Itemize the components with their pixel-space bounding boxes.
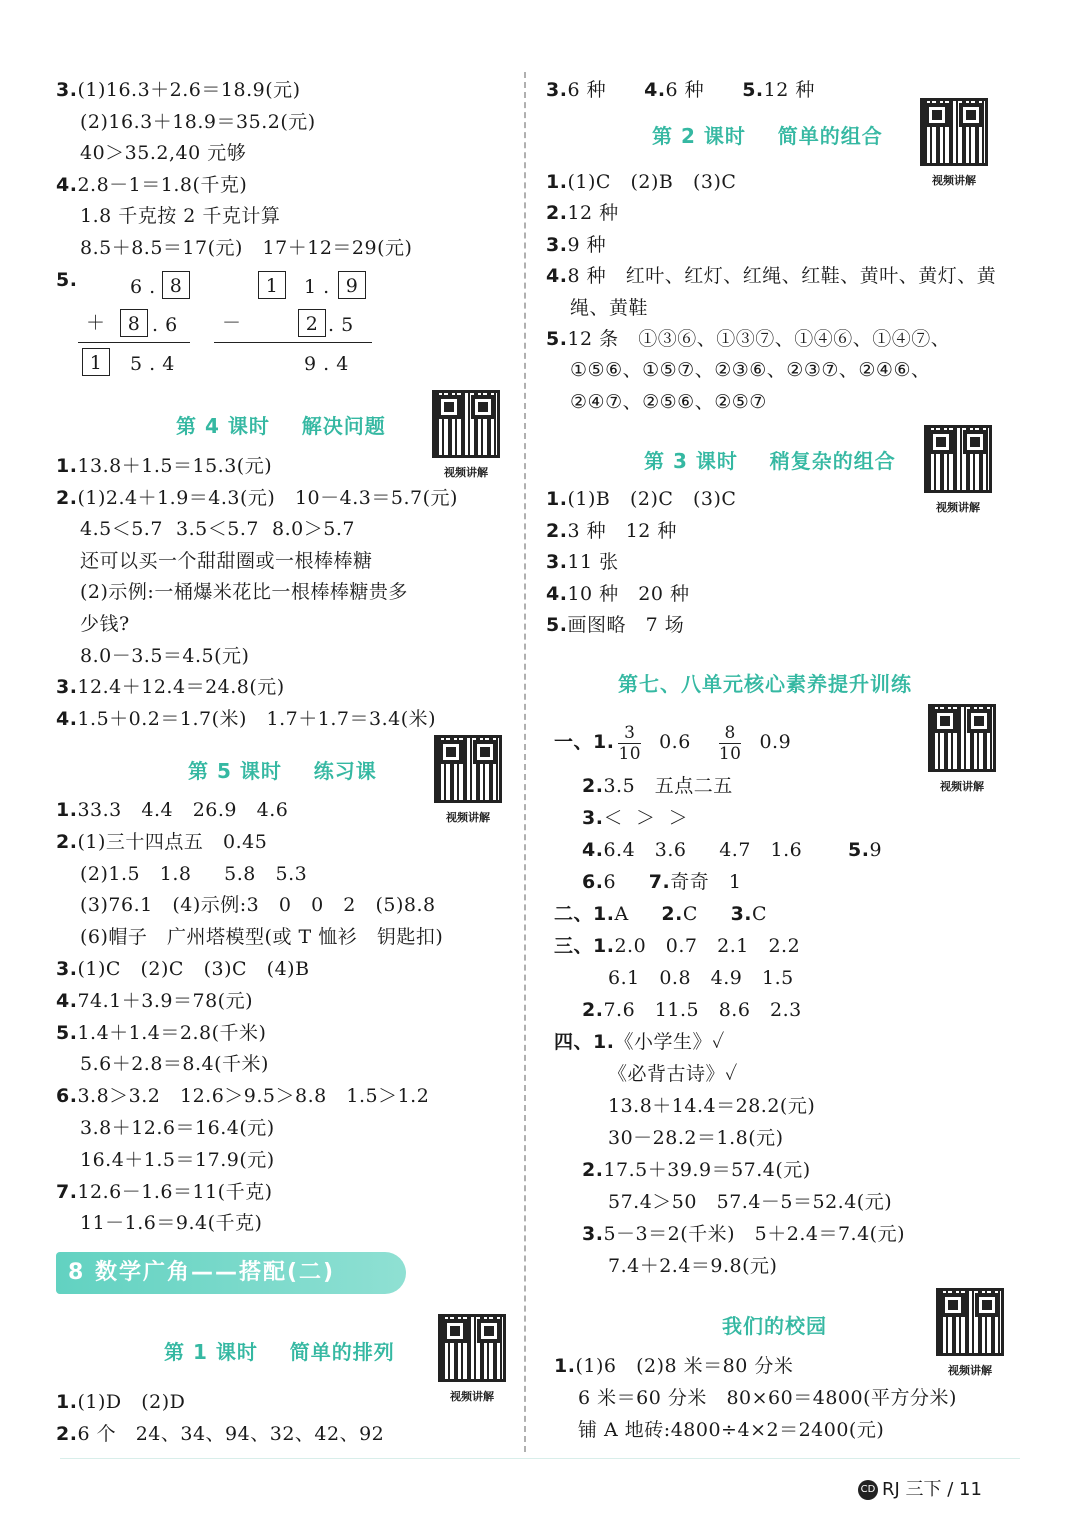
answer-line: [582, 1156, 811, 1184]
answer-line: [56, 796, 288, 824]
answer-line: [546, 262, 996, 290]
question-number: 1.: [554, 1355, 576, 1377]
answer-text: (2)1.5 1.8 5.8 5.3: [80, 862, 308, 885]
page-footer: [858, 1475, 982, 1501]
digit-text: 5 . 4: [130, 353, 175, 375]
answer-text: 0.6: [659, 731, 691, 753]
answer-line: [582, 996, 802, 1024]
question-number: 2.: [661, 903, 683, 925]
answer-text: 13.8＋1.5＝15.3(元): [77, 455, 273, 477]
section-heading-lesson-3: 第 3 课时 稍复杂的组合: [644, 449, 896, 473]
answer-line: [56, 1388, 185, 1416]
footer-rule: [60, 1458, 1020, 1459]
unit-8-banner: 8 数学广角——搭配(二): [56, 1252, 406, 1294]
digit-text: 9 . 4: [304, 353, 349, 375]
answer-text: 40＞35.2,40 元够: [80, 142, 247, 164]
answer-line: [582, 772, 733, 800]
question-number: 3.: [546, 79, 568, 101]
answer-line: [80, 891, 436, 919]
question-number: 7.: [56, 1180, 78, 1203]
answer-text: (6)帽子 广州塔模型(或 T 恤衫 钥匙扣): [80, 926, 444, 949]
answer-line: [546, 580, 690, 608]
qr-video-label: 视频讲解: [936, 501, 980, 514]
answer-text: C: [752, 903, 768, 925]
answer-box: [162, 271, 190, 300]
answer-line: [546, 325, 950, 353]
answer-line: [56, 76, 301, 104]
answer-text: 16.4＋1.5＝17.9(元): [80, 1148, 275, 1171]
answer-text: (1)16.3＋2.6＝18.9(元): [77, 79, 301, 101]
question-number: 2.: [56, 486, 78, 509]
question-number: 5.: [56, 1021, 78, 1044]
answer-line: [80, 1114, 275, 1142]
answer-line: [546, 168, 736, 196]
numerator: 3: [618, 723, 641, 744]
answer-line: [578, 1416, 884, 1444]
answer-line: [80, 234, 412, 262]
sum-line: [78, 342, 190, 343]
answer-line: [608, 1124, 784, 1152]
question-number: 2.: [56, 830, 78, 853]
answer-text: 10 种 20 种: [567, 582, 690, 605]
question-number: 2.: [582, 999, 604, 1021]
answer-line: [546, 231, 606, 259]
question-number: 2.: [546, 202, 568, 225]
answer-line: [546, 517, 677, 545]
answer-text: (3)76.1 (4)示例:3 0 0 2 (5)8.8: [80, 894, 436, 917]
qr-code-icon[interactable]: [936, 1288, 1004, 1356]
answer-line: [80, 108, 316, 136]
numerator: 8: [719, 723, 742, 744]
answer-text: 7.6 11.5 8.6 2.3: [603, 999, 802, 1021]
answer-text: 6.1 0.8 4.9 1.5: [608, 967, 794, 989]
question-number: 2.: [546, 519, 568, 542]
qr-video-label: 视频讲解: [948, 1364, 992, 1377]
answer-line: [554, 900, 767, 928]
answer-line: [546, 485, 736, 513]
answer-box: [82, 348, 110, 377]
answer-text: (1)6 (2)8 米＝80 分米: [575, 1355, 794, 1377]
box-digit: 8: [162, 271, 190, 299]
answer-text: 绳、黄鞋: [570, 296, 649, 319]
answer-text: 5.6＋2.8＝8.4(千米): [80, 1053, 269, 1076]
qr-video-label: 视频讲解: [932, 174, 976, 187]
answer-line: [80, 610, 130, 638]
question-number: 6.: [56, 1085, 78, 1108]
question-number: 1.: [56, 455, 78, 477]
answer-text: 3.8＞3.2 12.6＞9.5＞8.8 1.5＞1.2: [77, 1085, 430, 1108]
qr-code-icon[interactable]: [928, 704, 996, 772]
question-number: 4.: [582, 839, 604, 861]
answer-box: [258, 271, 286, 300]
answer-text: ＜ ＞ ＞: [603, 807, 689, 829]
question-number: 5.: [742, 79, 764, 101]
answer-line: [56, 828, 267, 856]
answer-line: [546, 611, 684, 639]
question-number: 2.: [56, 1423, 78, 1445]
answer-text: 2.8－1＝1.8(千克): [77, 173, 248, 196]
digit-text: －: [222, 312, 242, 334]
answer-text: 12 条 ①③⑥、①③⑦、①④⑥、①④⑦、: [567, 328, 951, 350]
digit-text: 1 .: [304, 276, 330, 298]
answer-text: (1)C (2)B (3)C: [567, 171, 737, 193]
answer-text: 6 米＝60 分米 80×60＝4800(平方分米): [578, 1387, 957, 1409]
answer-line: [56, 1178, 272, 1206]
question-number: 2.: [582, 1159, 604, 1181]
question-number: 3.: [546, 551, 568, 574]
answer-text: 6: [603, 871, 649, 893]
answer-text: 9 种: [567, 233, 607, 256]
box-digit: 1: [258, 271, 286, 299]
answer-text: 3.8＋12.6＝16.4(元): [80, 1117, 275, 1139]
answer-text: (1)D (2)D: [77, 1391, 186, 1413]
question-number: 3.: [56, 79, 78, 101]
answer-text: 57.4＞50 57.4－5＝52.4(元): [608, 1191, 893, 1213]
question-number: 3.: [582, 807, 604, 829]
question-number: 三、1.: [554, 935, 615, 957]
answer-text: A: [614, 903, 662, 925]
digit-text: . 5: [328, 314, 354, 336]
section-heading-lesson-1: 第 1 课时 简单的排列: [164, 1340, 395, 1364]
section-heading-lesson-4: 第 4 课时 解决问题: [176, 414, 386, 438]
answer-text: C: [682, 903, 731, 925]
fraction: [719, 723, 742, 764]
question-number: 4.: [56, 173, 78, 196]
section-heading-lesson-5: 第 5 课时 练习课: [188, 759, 377, 783]
box-digit: 1: [82, 348, 110, 376]
box-digit: 8: [120, 309, 148, 337]
answer-text: 33.3 4.4 26.9 4.6: [77, 799, 289, 821]
answer-text: 6 种: [665, 79, 705, 101]
answer-line: [80, 547, 373, 575]
qr-code-icon[interactable]: [432, 390, 500, 458]
question-number: 4.: [644, 79, 666, 101]
answer-text: 11－1.6＝9.4(千克): [80, 1212, 263, 1235]
page-number: RJ 三下 / 11: [882, 1479, 982, 1500]
qr-code-icon[interactable]: [920, 98, 988, 166]
answer-line: [554, 1352, 793, 1380]
denominator: 10: [718, 743, 742, 764]
sum-line: [214, 342, 372, 343]
question-number: 二、1.: [554, 903, 615, 925]
answer-text: 12 种: [763, 79, 815, 101]
answer-line: [570, 356, 931, 384]
answer-line: [582, 804, 688, 832]
question-number: 4.: [546, 582, 568, 605]
answer-text: 画图略 7 场: [567, 614, 685, 637]
answer-line: [554, 720, 791, 764]
answer-text: 1.4＋1.4＝2.8(千米): [77, 1021, 267, 1044]
answer-text: 6 个 24、34、94、32、42、92: [77, 1423, 385, 1445]
answer-line: [546, 199, 619, 227]
answer-line: [56, 987, 253, 1015]
answer-line: [56, 955, 310, 983]
answer-text: 2.0 0.7 2.1 2.2: [614, 935, 801, 957]
answer-text: 还可以买一个甜甜圈或一根棒棒糖: [80, 549, 373, 572]
answer-line: [56, 705, 436, 733]
answer-line: [56, 673, 285, 701]
question-number: 四、1.: [554, 1031, 615, 1053]
answer-text: 少钱?: [80, 613, 130, 635]
answer-text: 8 种 红叶、红灯、红绳、红鞋、黄叶、黄灯、黄: [567, 265, 997, 288]
answer-line: [80, 1050, 269, 1078]
answer-line: [80, 642, 249, 670]
answer-text: 3 种 12 种: [567, 519, 677, 542]
answer-text: (2)示例:一桶爆米花比一根棒棒糖贵多: [80, 581, 408, 604]
denominator: 10: [618, 743, 642, 764]
question-number: 5.: [546, 614, 568, 637]
answer-line: [578, 1384, 957, 1412]
question-number: 1.: [56, 1391, 78, 1413]
answer-text: 《小学生》✓: [614, 1031, 725, 1053]
answer-text: 5－3＝2(千米) 5＋2.4＝7.4(元): [603, 1223, 906, 1245]
answer-line: [80, 923, 443, 951]
qr-code-icon[interactable]: [438, 1314, 506, 1382]
section-heading-our-campus: 我们的校园: [722, 1314, 827, 1338]
digit-text: ＋: [86, 312, 106, 334]
question-number: 5.: [848, 839, 870, 861]
question-number: 2.: [582, 775, 604, 797]
answer-text: 30－28.2＝1.8(元): [608, 1127, 784, 1149]
question-number: 3.: [546, 233, 568, 256]
answer-text: 12.6－1.6＝11(千克): [77, 1180, 273, 1203]
box-digit: 9: [338, 271, 366, 299]
question-number: 1.: [56, 799, 78, 821]
answer-line: [80, 578, 408, 606]
answer-line: [554, 932, 800, 960]
answer-text: 8.5＋8.5＝17(元) 17＋12＝29(元): [80, 236, 413, 259]
question-number: 1.: [546, 171, 568, 193]
answer-line: [570, 294, 648, 322]
answer-line: [582, 1220, 905, 1248]
answer-text: 12.4＋12.4＝24.8(元): [77, 676, 285, 699]
answer-text: 74.1＋3.9＝78(元): [77, 989, 253, 1012]
answer-line: [546, 76, 853, 104]
qr-video-label: 视频讲解: [446, 811, 490, 824]
qr-video-label: 视频讲解: [450, 1390, 494, 1403]
question-number: 5.: [546, 328, 568, 350]
answer-text: 12 种: [567, 202, 619, 225]
answer-box: [298, 309, 326, 338]
answer-line: [608, 1060, 738, 1088]
question-number: 一、1.: [554, 731, 615, 753]
answer-line: [608, 1188, 892, 1216]
answer-line: [554, 1028, 725, 1056]
answer-text: 铺 A 地砖:4800÷4×2＝2400(元): [578, 1419, 885, 1441]
answer-text: 7.4＋2.4＝9.8(元): [608, 1255, 778, 1277]
answer-line: [56, 171, 247, 199]
answer-text: 11 张: [567, 551, 619, 574]
answer-line: [56, 484, 458, 512]
section-heading-unit-7-8-review: 第七、八单元核心素养提升训练: [618, 672, 912, 696]
question-number: 7.: [648, 871, 671, 893]
answer-line: [608, 964, 794, 992]
qr-video-label: 视频讲解: [940, 780, 984, 793]
answer-text: 17.5＋39.9＝57.4(元): [603, 1159, 811, 1181]
column-divider: [524, 72, 526, 1452]
question-number: 6.: [582, 871, 604, 893]
digit-text: . 6: [152, 314, 178, 336]
answer-line: [80, 860, 307, 888]
answer-text: 8.0－3.5＝4.5(元): [80, 644, 250, 667]
answer-text: 3.5 五点二五: [603, 775, 733, 797]
answer-text: ②④⑦、②⑤⑥、②⑤⑦: [570, 390, 767, 413]
answer-line: [56, 452, 272, 480]
answer-text: 9: [869, 839, 883, 861]
answer-line: [80, 1146, 275, 1174]
question-number: 1.: [546, 488, 568, 510]
question-number: 5.: [56, 269, 78, 291]
answer-text: 奇奇 1: [670, 871, 742, 893]
question-number: 4.: [56, 707, 78, 730]
answer-line: [56, 1420, 384, 1448]
question-number: 3.: [730, 903, 753, 925]
qr-code-icon[interactable]: [434, 735, 502, 803]
digit-text: 6 .: [130, 276, 156, 298]
answer-text: 6.4 3.6 4.7 1.6: [603, 839, 849, 861]
answer-line: [608, 1092, 815, 1120]
section-heading-lesson-2: 第 2 课时 简单的组合: [652, 124, 883, 148]
answer-text: (2)16.3＋18.9＝35.2(元): [80, 110, 316, 133]
answer-text: (1)三十四点五 0.45: [77, 830, 268, 853]
question-number: 4.: [56, 989, 78, 1012]
answer-text: 《必背古诗》✓: [608, 1063, 738, 1085]
question-number: 3.: [56, 958, 78, 980]
question-number: 4.: [546, 265, 568, 288]
answer-line: [546, 548, 619, 576]
question-number: 3.: [582, 1223, 604, 1245]
answer-text: (1)B (2)C (3)C: [567, 488, 737, 510]
qr-video-label: 视频讲解: [444, 466, 488, 479]
box-digit: 2: [298, 309, 326, 337]
answer-line: [582, 868, 741, 896]
answer-line: [56, 1082, 429, 1110]
answer-text: 13.8＋14.4＝28.2(元): [608, 1095, 816, 1117]
answer-line: [80, 515, 355, 543]
answer-line: [582, 836, 882, 864]
answer-text: 0.9: [759, 731, 792, 753]
answer-line: [80, 202, 280, 230]
question-number: 3.: [56, 676, 78, 699]
publisher-badge: CD: [858, 1480, 878, 1500]
qr-code-icon[interactable]: [924, 425, 992, 493]
answer-line: [80, 139, 246, 167]
answer-text: (1)2.4＋1.9＝4.3(元) 10－4.3＝5.7(元): [77, 486, 458, 509]
answer-text: 1.8 千克按 2 千克计算: [80, 205, 281, 227]
fraction: [618, 723, 641, 764]
answer-text: 4.5＜5.7 3.5＜5.7 8.0＞5.7: [80, 518, 355, 541]
answer-text: ①⑤⑥、①⑤⑦、②③⑥、②③⑦、②④⑥、: [570, 359, 931, 382]
answer-line: [570, 388, 767, 416]
answer-box: [338, 271, 366, 300]
answer-box: [120, 309, 148, 338]
answer-line: [56, 1019, 266, 1047]
answer-text: 6 种: [567, 79, 607, 101]
answer-text: 1.5＋0.2＝1.7(米) 1.7＋1.7＝3.4(米): [77, 707, 437, 730]
answer-text: (1)C (2)C (3)C (4)B: [77, 958, 310, 980]
answer-line: [80, 1209, 262, 1237]
answer-line: [608, 1252, 777, 1280]
